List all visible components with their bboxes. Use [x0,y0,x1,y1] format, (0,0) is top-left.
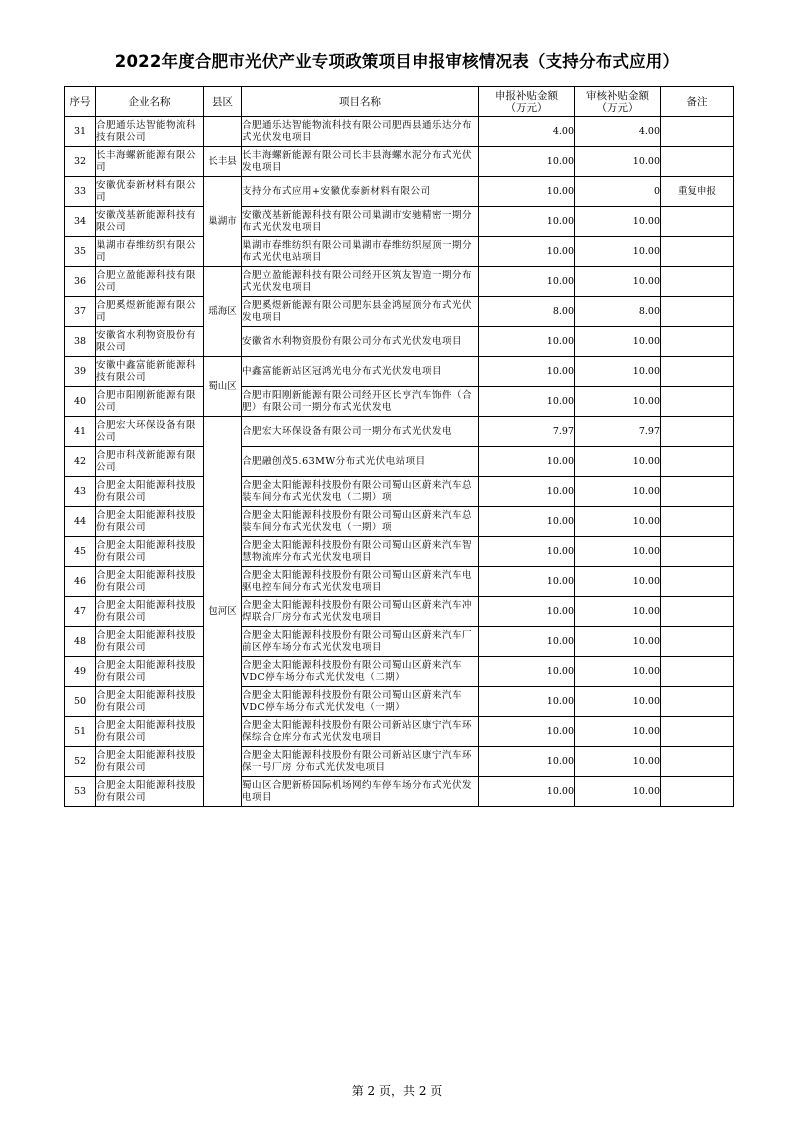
cell-seq: 43 [65,477,96,507]
cell-applied: 10.00 [479,177,575,207]
cell-applied: 10.00 [479,597,575,627]
cell-company: 安徽优泰新材料有限公司 [96,177,204,207]
table-row [65,597,734,627]
cell-note [661,747,734,777]
table-row [65,447,734,477]
cell-company: 合肥市阳刚新能源有限公司 [96,387,204,417]
cell-company: 合肥金太阳能源科技股份有限公司 [96,747,204,777]
cell-note [661,477,734,507]
cell-company: 合肥金太阳能源科技股份有限公司 [96,627,204,657]
header-applied-line1: 申报补贴金额 [495,89,558,102]
cell-applied: 10.00 [479,567,575,597]
cell-applied: 10.00 [479,447,575,477]
header-approved-line1: 审核补贴金额 [586,89,649,102]
cell-note [661,117,734,147]
cell-county: 包河区 [204,417,242,807]
cell-approved: 10.00 [575,537,661,567]
cell-project: 合肥金太阳能源科技股份有限公司蜀山区蔚来汽车智慧物流库分布式光伏发电项目 [242,537,479,567]
cell-company: 合肥金太阳能源科技股份有限公司 [96,567,204,597]
cell-note [661,657,734,687]
cell-company: 安徽中鑫富能新能源科技有限公司 [96,357,204,387]
table-row [65,717,734,747]
cell-note [661,417,734,447]
table-row [65,267,734,297]
cell-approved: 10.00 [575,327,661,357]
cell-project: 合肥市阳刚新能源有限公司经开区长亨汽车饰件（合肥）有限公司一期分布式光伏发电 [242,387,479,417]
table-row [65,177,734,207]
header-applied [479,87,575,117]
header-county: 县区 [204,87,242,117]
cell-seq: 33 [65,177,96,207]
cell-company: 合肥金太阳能源科技股份有限公司 [96,537,204,567]
cell-applied: 10.00 [479,207,575,237]
cell-company: 巢湖市春维纺织有限公司 [96,237,204,267]
cell-project: 合肥金太阳能源科技股份有限公司蜀山区蔚来汽车 VDC停车场分布式光伏发电（二期） [242,657,479,687]
cell-project: 合肥金太阳能源科技股份有限公司蜀山区蔚来汽车厂前区停车场分布式光伏发电项目 [242,627,479,657]
cell-applied: 10.00 [479,777,575,807]
cell-applied: 10.00 [479,387,575,417]
cell-company: 合肥金太阳能源科技股份有限公司 [96,777,204,807]
header-approved [575,87,661,117]
cell-note [661,267,734,297]
cell-note [661,687,734,717]
cell-project: 合肥金太阳能源科技股份有限公司蜀山区蔚来汽车冲焊联合厂房分布式光伏发电项目 [242,597,479,627]
cell-company: 合肥宏大环保设备有限公司 [96,417,204,447]
cell-note [661,717,734,747]
cell-note [661,357,734,387]
cell-approved: 10.00 [575,777,661,807]
cell-approved: 10.00 [575,507,661,537]
cell-company: 合肥奚煜新能源有限公司 [96,297,204,327]
cell-approved: 10.00 [575,717,661,747]
cell-company: 合肥市科茂新能源有限公司 [96,447,204,477]
table-row [65,417,734,447]
table-body [65,117,734,807]
cell-applied: 10.00 [479,537,575,567]
table-row [65,327,734,357]
table-row [65,627,734,657]
cell-applied: 10.00 [479,687,575,717]
cell-approved: 10.00 [575,267,661,297]
table-row [65,777,734,807]
header-row [65,87,734,117]
cell-note [661,207,734,237]
cell-approved: 10.00 [575,567,661,597]
cell-applied: 10.00 [479,657,575,687]
cell-county: 巢湖市 [204,177,242,267]
cell-note [661,537,734,567]
cell-project: 支持分布式应用+安徽优泰新材料有限公司 [242,177,479,207]
cell-seq: 44 [65,507,96,537]
cell-seq: 38 [65,327,96,357]
cell-project: 合肥金太阳能源科技股份有限公司蜀山区蔚来汽车电驱电控车间分布式光伏发电项目 [242,567,479,597]
table-row [65,117,734,147]
cell-applied: 10.00 [479,327,575,357]
cell-project: 安徽茂基新能源科技有限公司巢湖市安驰精密一期分布式光伏发电项目 [242,207,479,237]
table-row [65,537,734,567]
cell-approved: 10.00 [575,387,661,417]
cell-seq: 31 [65,117,96,147]
table-row [65,207,734,237]
table-row [65,357,734,387]
cell-approved: 10.00 [575,237,661,267]
cell-seq: 41 [65,417,96,447]
cell-note [661,597,734,627]
cell-approved: 10.00 [575,657,661,687]
cell-approved: 10.00 [575,747,661,777]
cell-note [661,447,734,477]
cell-project: 合肥金太阳能源科技股份有限公司蜀山区蔚来汽车总装车间分布式光伏发电（二期）项 [242,477,479,507]
cell-applied: 7.97 [479,417,575,447]
cell-county: 蜀山区 [204,357,242,417]
cell-seq: 36 [65,267,96,297]
cell-project: 合肥宏大环保设备有限公司一期分布式光伏发电 [242,417,479,447]
cell-seq: 48 [65,627,96,657]
cell-seq: 52 [65,747,96,777]
cell-seq: 32 [65,147,96,177]
cell-county [204,117,242,147]
table-row [65,237,734,267]
cell-company: 安徽茂基新能源科技有限公司 [96,207,204,237]
cell-note [661,387,734,417]
cell-seq: 51 [65,717,96,747]
cell-approved: 10.00 [575,477,661,507]
cell-approved: 10.00 [575,147,661,177]
cell-note [661,327,734,357]
cell-project: 巢湖市春维纺织有限公司巢湖市春维纺织屋顶一期分布式光伏电站项目 [242,237,479,267]
cell-project: 合肥通乐达智能物流科技有限公司肥西县通乐达分布式光伏发电项目 [242,117,479,147]
cell-seq: 49 [65,657,96,687]
table-row [65,387,734,417]
cell-project: 合肥金太阳能源科技股份有限公司新站区康宁汽车环保综合仓库分布式光伏发电项目 [242,717,479,747]
cell-seq: 37 [65,297,96,327]
cell-note [661,567,734,597]
cell-applied: 4.00 [479,117,575,147]
table-row [65,747,734,777]
header-note: 备注 [661,87,734,117]
cell-approved: 10.00 [575,687,661,717]
cell-company: 合肥立盈能源科技有限公司 [96,267,204,297]
cell-applied: 10.00 [479,357,575,387]
cell-applied: 10.00 [479,627,575,657]
table-row [65,567,734,597]
cell-approved: 0 [575,177,661,207]
cell-project: 蜀山区合肥新桥国际机场网约车停车场分布式光伏发电项目 [242,777,479,807]
cell-seq: 47 [65,597,96,627]
cell-seq: 46 [65,567,96,597]
cell-seq: 53 [65,777,96,807]
table-row [65,687,734,717]
cell-applied: 10.00 [479,717,575,747]
page-footer: 第 2 页，共 2 页 [351,1084,443,1098]
cell-company: 合肥金太阳能源科技股份有限公司 [96,507,204,537]
header-company: 企业名称 [96,87,204,117]
cell-approved: 10.00 [575,597,661,627]
cell-approved: 10.00 [575,447,661,477]
page-title: 2022年度合肥市光伏产业专项政策项目申报审核情况表（支持分布式应用） [114,52,680,71]
cell-project: 合肥立盈能源科技有限公司经开区筑友智造一期分布式光伏发电项目 [242,267,479,297]
cell-applied: 10.00 [479,477,575,507]
cell-approved: 4.00 [575,117,661,147]
cell-county: 瑶海区 [204,267,242,357]
cell-company: 合肥金太阳能源科技股份有限公司 [96,597,204,627]
header-applied-line2: （万元） [505,101,548,114]
cell-seq: 34 [65,207,96,237]
cell-company: 合肥金太阳能源科技股份有限公司 [96,477,204,507]
cell-note [661,777,734,807]
cell-company: 合肥金太阳能源科技股份有限公司 [96,717,204,747]
table-row [65,147,734,177]
cell-company: 合肥金太阳能源科技股份有限公司 [96,687,204,717]
cell-approved: 10.00 [575,357,661,387]
cell-applied: 10.00 [479,267,575,297]
cell-seq: 50 [65,687,96,717]
cell-approved: 10.00 [575,627,661,657]
cell-project: 合肥金太阳能源科技股份有限公司新站区康宁汽车环保一号厂房 分布式光伏发电项目 [242,747,479,777]
cell-company: 长丰海螺新能源有限公司 [96,147,204,177]
projects-table [64,86,734,807]
cell-project: 安徽省水利物资股份有限公司分布式光伏发电项目 [242,327,479,357]
cell-project: 合肥金太阳能源科技股份有限公司蜀山区蔚来汽车 VDC停车场分布式光伏发电（一期） [242,687,479,717]
cell-seq: 45 [65,537,96,567]
table-row [65,507,734,537]
cell-applied: 10.00 [479,747,575,777]
cell-project: 长丰海螺新能源有限公司长丰县海螺水泥分布式光伏发电项目 [242,147,479,177]
header-seq: 序号 [65,87,96,117]
cell-note [661,237,734,267]
cell-seq: 35 [65,237,96,267]
cell-seq: 39 [65,357,96,387]
header-approved-line2: （万元） [596,101,639,114]
cell-approved: 10.00 [575,207,661,237]
cell-seq: 40 [65,387,96,417]
cell-project: 合肥奚煜新能源有限公司肥东县金鸿屋顶分布式光伏发电项目 [242,297,479,327]
cell-approved: 8.00 [575,297,661,327]
cell-approved: 7.97 [575,417,661,447]
cell-applied: 10.00 [479,147,575,177]
cell-note [661,627,734,657]
cell-applied: 10.00 [479,507,575,537]
header-project: 项目名称 [242,87,479,117]
cell-company: 安徽省水利物资股份有限公司 [96,327,204,357]
cell-seq: 42 [65,447,96,477]
cell-company: 合肥通乐达智能物流科技有限公司 [96,117,204,147]
cell-county: 长丰县 [204,147,242,177]
cell-note [661,507,734,537]
cell-company: 合肥金太阳能源科技股份有限公司 [96,657,204,687]
table-row [65,477,734,507]
cell-note: 重复申报 [661,177,734,207]
table-row [65,657,734,687]
cell-note [661,147,734,177]
cell-applied: 8.00 [479,297,575,327]
cell-note [661,297,734,327]
table-row [65,297,734,327]
cell-project: 中鑫富能新站区冠鸿光电分布式光伏发电项目 [242,357,479,387]
cell-applied: 10.00 [479,237,575,267]
cell-project: 合肥金太阳能源科技股份有限公司蜀山区蔚来汽车总装车间分布式光伏发电（一期）项 [242,507,479,537]
cell-project: 合肥融创茂5.63MW分布式光伏电站项目 [242,447,479,477]
